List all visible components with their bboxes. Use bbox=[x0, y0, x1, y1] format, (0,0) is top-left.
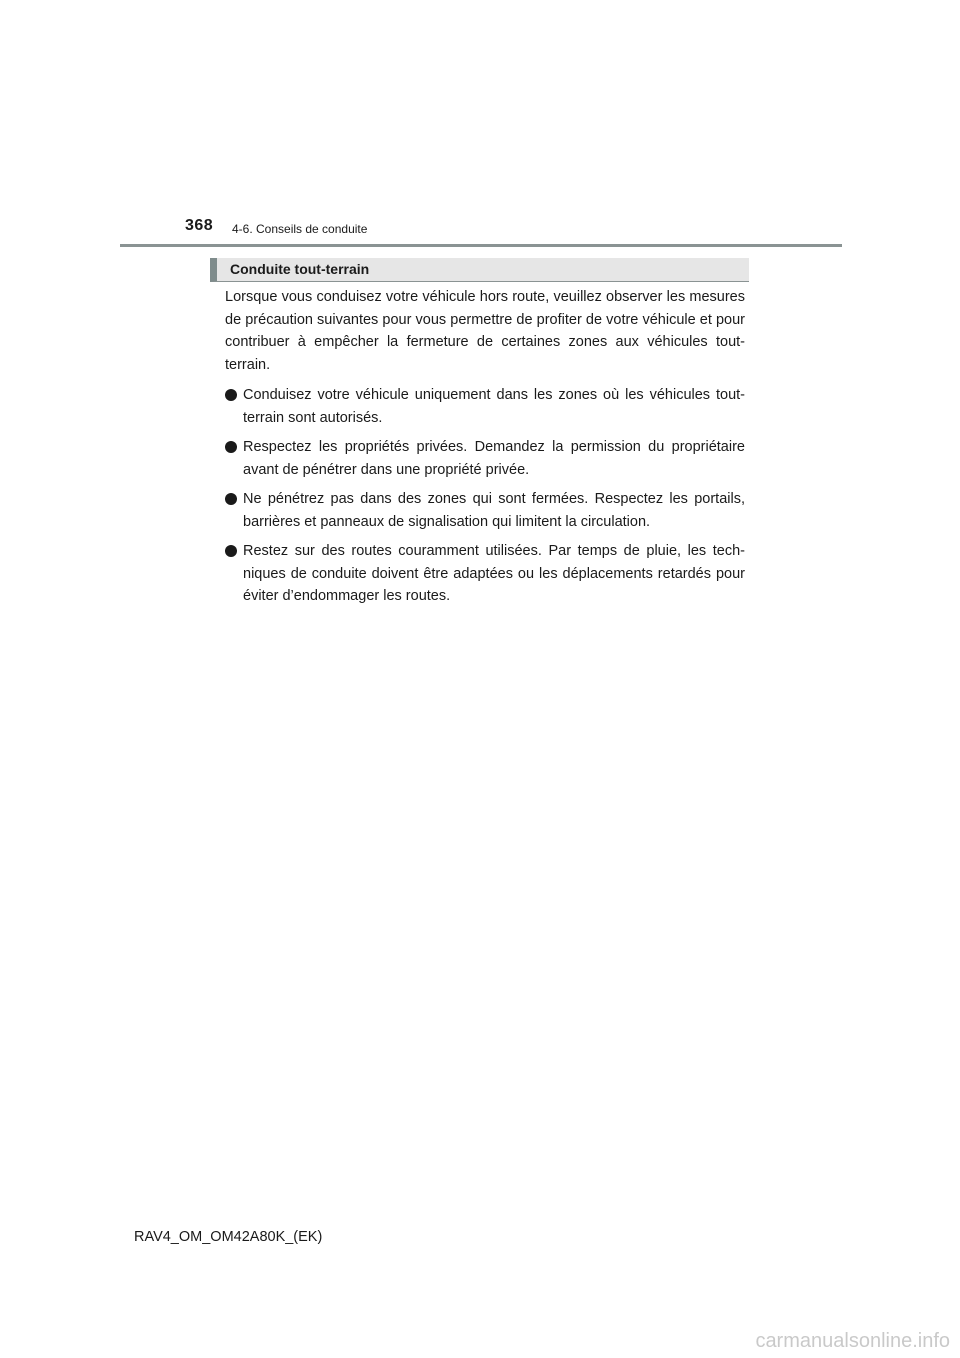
bullet-item bbox=[225, 540, 745, 608]
bullet-text: Ne pénétrez pas dans des zones qui sont fermées. Respectez les portails, barrières et panneaux de signalisation qui limitent la circulation. bbox=[243, 491, 745, 530]
bullet-icon bbox=[225, 389, 237, 401]
page-number: 368 bbox=[185, 217, 214, 234]
bullet-text: Conduisez votre véhicule uniquement dans les zones où les véhicules tout-terrain sont autorisés. bbox=[243, 387, 745, 426]
bullet-icon bbox=[225, 493, 237, 505]
section-heading-bar bbox=[210, 258, 749, 282]
bullet-item bbox=[225, 384, 745, 429]
bullet-text: Respectez les propriétés privées. Demandez la permission du propriétaire avant de pénétrer dans une propriété privée. bbox=[243, 439, 745, 478]
section-breadcrumb: 4-6. Conseils de conduite bbox=[232, 222, 368, 236]
bullet-item bbox=[225, 488, 745, 533]
header-divider bbox=[120, 244, 842, 247]
section-body bbox=[225, 286, 745, 615]
watermark: carmanualsonline.info bbox=[755, 1330, 950, 1352]
intro-paragraph: Lorsque vous conduisez votre véhicule hors route, veuillez observer les mesures de précaution suivantes pour vous permettre de profiter de votre véhicule et pour contribuer à empêcher la fermeture de certaines zones aux véhicules tout-terrain. bbox=[225, 289, 745, 373]
bullet-icon bbox=[225, 545, 237, 557]
section-title: Conduite tout-terrain bbox=[230, 261, 370, 277]
bullet-item bbox=[225, 436, 745, 481]
document-code: RAV4_OM_OM42A80K_(EK) bbox=[134, 1229, 323, 1245]
bullet-text: Restez sur des routes couramment utilisées. Par temps de pluie, les tech-niques de conduite doivent être adaptées ou les déplacements retardés pour éviter d’endommager les routes. bbox=[243, 543, 745, 604]
bullet-icon bbox=[225, 441, 237, 453]
